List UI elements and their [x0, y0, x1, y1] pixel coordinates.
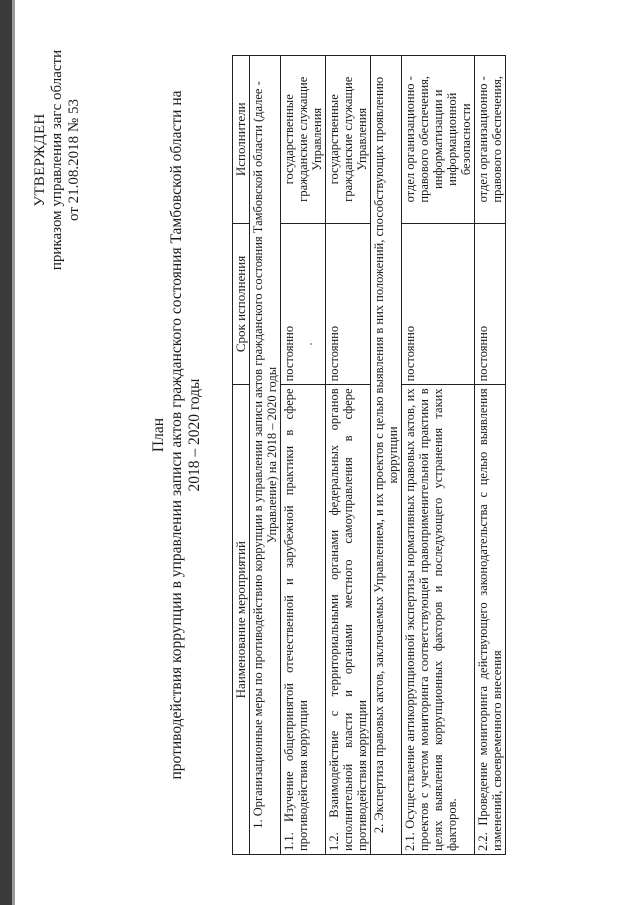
plan-title-line1: противодействия коррупции в управлении записи актов гражданского состояния Тамбовской области на — [168, 90, 185, 780]
table-row — [326, 56, 371, 855]
section-1-title: 1. Организационные меры по противодействию коррупции в управлении записи актов гражданского состояния Тамбовской области (далее - Управление) на 2018 – 2020 годы — [250, 56, 281, 855]
row-exec: отдел организационно - правового обеспечения, — [475, 56, 506, 224]
header-term: Срок исполнения — [233, 223, 250, 385]
plan-heading: План — [150, 417, 167, 453]
row-term: постоянно — [402, 223, 475, 385]
row-name: 2.2. Проведение мониторинга действующего законодательства с целью выявления изменений, своевременного внесения — [475, 385, 506, 855]
row-exec: государственные гражданские служащие Управления — [281, 56, 326, 224]
row-name: 1.1. Изучение общепринятой отечественной и зарубежной практики в сфере противодействия коррупции — [281, 385, 326, 855]
approval-title: УТВЕРЖДЕН — [32, 113, 48, 207]
approval-stamp — [32, 15, 83, 305]
row-exec: отдел организационно - правового обеспечения, информатизации и информационной безопасности — [402, 56, 475, 224]
row-name: 2.1. Осуществление антикоррупционной экспертизы нормативных правовых актов, их проектов с учетом мониторинга соответствующей правоприменительной практики в целях выявления коррупционных факторов и последующего устранения таких факторов. — [402, 385, 475, 855]
row-exec: государственные гражданские служащие Управления — [326, 56, 371, 224]
section-row-2 — [371, 56, 402, 855]
table-row — [475, 56, 506, 855]
approval-date: от 21.08.2018 № 53 — [66, 99, 82, 221]
row-term: постоянно — [326, 223, 371, 385]
table-row — [402, 56, 475, 855]
table-row — [281, 56, 326, 855]
row-term: постоянно — [475, 223, 506, 385]
table-header-row — [233, 56, 250, 855]
plan-title-line2: 2018 – 2020 годы — [186, 378, 203, 492]
section-row-1 — [250, 56, 281, 855]
section-2-title: 2. Экспертиза правовых актов, заключаемых Управлением, и их проектов с целью выявления в них положений, способствующих проявлению коррупции — [371, 56, 402, 855]
header-exec: Исполнители — [233, 56, 250, 224]
approval-order: приказом управления загс области — [49, 49, 65, 271]
row-name: 1.2. Взаимодействие с территориальными органами федеральных органов исполнительной власти и органами местного самоуправления в сфере противодействия коррупции — [326, 385, 371, 855]
header-name: Наименование мероприятий — [233, 385, 250, 855]
plan-title-block — [150, 55, 204, 815]
row-term: постоянно — [281, 223, 326, 385]
plan-table — [232, 55, 506, 855]
